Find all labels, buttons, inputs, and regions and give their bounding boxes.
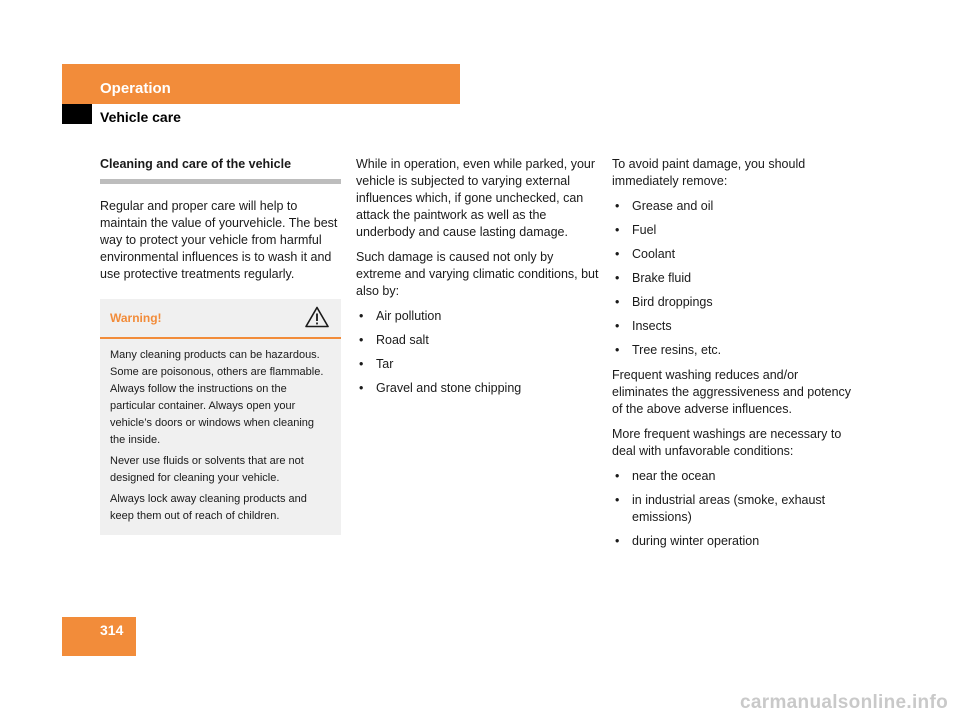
warning-paragraph: Many cleaning products can be hazardous. Some are poisonous, others are flammable. Always follow the instructions on the particular container. Always open your vehicle’s doors or windows when cleaning the inside. xyxy=(110,349,324,446)
paragraph: While in operation, even while parked, your vehicle is subjected to varying external influences which, if gone unchecked, can attack the paintwork as well as the underbody and cause lasting damage. xyxy=(356,157,596,239)
warning-paragraph: Always lock away cleaning products and keep them out of reach of children. xyxy=(110,493,307,522)
list-item: • Gravel and stone chipping xyxy=(356,380,601,397)
warning-box xyxy=(100,299,341,535)
warning-label: Warning! xyxy=(110,311,162,325)
header-tab-marker xyxy=(62,104,92,124)
list-item: • near the ocean xyxy=(612,468,857,485)
watermark: carmanualsonline.info xyxy=(740,692,948,713)
paragraph: Such damage is caused not only by extreme and varying climatic conditions, but also by: xyxy=(356,250,599,298)
column-2 xyxy=(356,156,601,405)
article-heading: Cleaning and care of the vehicle xyxy=(100,156,341,184)
list-item: • in industrial areas (smoke, exhaust emissions) xyxy=(612,492,857,526)
list-item: • Tar xyxy=(356,356,601,373)
section-title: Operation xyxy=(100,80,171,97)
list-item: • Grease and oil xyxy=(612,198,857,215)
list-item: • Fuel xyxy=(612,222,857,239)
list-item: • Coolant xyxy=(612,246,857,263)
warning-paragraph: Never use fluids or solvents that are not designed for cleaning your vehicle. xyxy=(110,455,304,484)
subsection-title: Vehicle care xyxy=(100,109,181,125)
intro-paragraph: Regular and proper care will help to maintain the value of yourvehicle. The best way to protect your vehicle from harmful environmental influences is to wash it and use protective treatments regularly. xyxy=(100,199,338,281)
warning-triangle-icon xyxy=(305,306,329,328)
warning-header xyxy=(100,299,341,339)
page-number: 314 xyxy=(100,622,124,638)
list-item: • Bird droppings xyxy=(612,294,857,311)
column-1 xyxy=(100,156,341,535)
list-item: • Tree resins, etc. xyxy=(612,342,857,359)
list-item: • during winter operation xyxy=(612,533,857,550)
warning-body xyxy=(100,339,341,525)
paragraph: More frequent washings are necessary to deal with unfavorable conditions: xyxy=(612,427,842,458)
list-item: • Brake fluid xyxy=(612,270,857,287)
list-item: • Air pollution xyxy=(356,308,601,325)
page-number-box xyxy=(62,617,136,656)
bullet-list xyxy=(612,198,857,359)
bullet-list xyxy=(356,308,601,397)
list-item: • Insects xyxy=(612,318,857,335)
paragraph: To avoid paint damage, you should immediately remove: xyxy=(612,157,806,188)
bullet-list xyxy=(612,468,857,550)
list-item: • Road salt xyxy=(356,332,601,349)
column-3 xyxy=(612,156,857,558)
paragraph: Frequent washing reduces and/or eliminates the aggressiveness and potency of the above adverse influences. xyxy=(612,368,852,416)
